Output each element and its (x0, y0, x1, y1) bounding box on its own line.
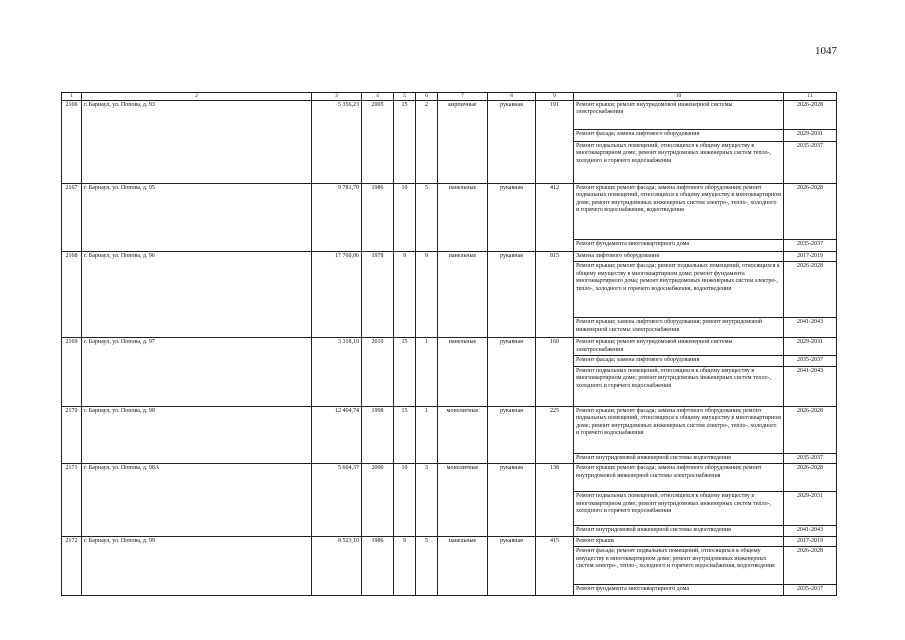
entrances-cell: 3 (416, 464, 438, 537)
chute-cell: рукавная (488, 464, 536, 537)
period-cell: 2041-2043 (784, 318, 837, 338)
floors-cell: 15 (394, 100, 416, 183)
page-number: 1047 (815, 45, 837, 57)
row-number: 2172 (62, 536, 82, 595)
table-row (62, 251, 837, 262)
area-cell: 5 664,37 (312, 464, 362, 537)
works-cell: Ремонт фундамента многоквартирного дома (574, 239, 784, 251)
entrances-cell: 5 (416, 536, 438, 595)
year-cell: 2000 (362, 464, 394, 537)
period-cell: 2035-2037 (784, 141, 837, 183)
walls-cell: монолитные (438, 464, 488, 537)
row-number: 2168 (62, 251, 82, 338)
row-number: 2167 (62, 183, 82, 251)
period-cell: 2035-2037 (784, 453, 837, 464)
area-cell: 12 404,74 (312, 406, 362, 464)
works-cell: Ремонт фасада; замена лифтового оборудования (574, 129, 784, 141)
floors-cell: 15 (394, 338, 416, 407)
works-cell: Ремонт подвальных помещений, относящихся к общему имуществу в многоквартирном доме; ремонт внутридомовых инженерных систем тепло-, холодного и горячего водоснабжения (574, 141, 784, 183)
period-cell: 2035-2037 (784, 585, 837, 596)
period-cell: 2017-2019 (784, 251, 837, 262)
floors-cell: 15 (394, 406, 416, 464)
works-cell: Ремонт крыши; ремонт внутридомовой инженерной системы электроснабжения (574, 338, 784, 356)
works-cell: Ремонт крыши; ремонт фасада; замена лифтового оборудования; ремонт подвальных помещений, относящихся к общему имуществу в многоквартирном доме; ремонт внутридомовых инженерных систем электро-, тепло-, холодного и горячего водоснабжения (574, 406, 784, 453)
year-cell: 1978 (362, 251, 394, 338)
walls-cell: монолитные (438, 406, 488, 464)
works-cell: Ремонт подвальных помещений, относящихся к общему имуществу в многоквартирном доме; ремонт внутридомовых инженерных систем тепло-, холодного и горячего водоснабжения (574, 492, 784, 526)
works-cell: Ремонт крыши; ремонт внутридомовой инженерной системы электроснабжения (574, 100, 784, 129)
residents-cell: 412 (536, 183, 574, 251)
column-header: 10 (574, 93, 784, 101)
period-cell: 2035-2037 (784, 356, 837, 367)
period-cell: 2041-2043 (784, 366, 837, 406)
period-cell: 2026-2028 (784, 406, 837, 453)
entrances-cell: 5 (416, 183, 438, 251)
floors-cell: 9 (394, 251, 416, 338)
residents-cell: 225 (536, 406, 574, 464)
address-cell: г. Барнаул, ул. Попова, д. 96 (82, 251, 312, 338)
period-cell: 2029-2031 (784, 492, 837, 526)
table-row (62, 406, 837, 453)
address-cell: г. Барнаул, ул. Попова, д. 99 (82, 536, 312, 595)
year-cell: 1998 (362, 406, 394, 464)
column-header: 5 (394, 93, 416, 101)
address-cell: г. Барнаул, ул. Попова, д. 98 (82, 406, 312, 464)
chute-cell: рукавная (488, 536, 536, 595)
column-header: 6 (416, 93, 438, 101)
column-header: 2 (82, 93, 312, 101)
table-row (62, 100, 837, 129)
registry-table (61, 92, 837, 596)
works-cell: Ремонт фундамента многоквартирного дома (574, 585, 784, 596)
table-row (62, 183, 837, 239)
table-row (62, 536, 837, 547)
address-cell: г. Барнаул, ул. Попова, д. 97 (82, 338, 312, 407)
column-header: 11 (784, 93, 837, 101)
works-cell: Ремонт крыши; ремонт фасада; ремонт подвальных помещений, относящихся к общему имуществу в многоквартирном доме; ремонт фундамента многоквартирного дома; ремонт внутридомовых инженерных систем электро-, тепло-, холодного и горячего водоснабжения, водоотведения (574, 262, 784, 318)
floors-cell: 10 (394, 464, 416, 537)
works-cell: Ремонт фасада; замена лифтового оборудования (574, 356, 784, 367)
column-header: 3 (312, 93, 362, 101)
works-cell: Замена лифтового оборудования (574, 251, 784, 262)
chute-cell: рукавная (488, 251, 536, 338)
year-cell: 2005 (362, 100, 394, 183)
entrances-cell: 1 (416, 338, 438, 407)
residents-cell: 415 (536, 536, 574, 595)
works-cell: Ремонт крыши; замена лифтового оборудования; ремонт внутридомовой инженерной системы электроснабжения (574, 318, 784, 338)
period-cell: 2029-2031 (784, 129, 837, 141)
period-cell: 2029-2031 (784, 338, 837, 356)
chute-cell: рукавная (488, 100, 536, 183)
works-cell: Ремонт крыши (574, 536, 784, 547)
works-cell: Ремонт подвальных помещений, относящихся к общему имуществу в многоквартирном доме; ремонт внутридомовых инженерных систем тепло-, холодного и горячего водоснабжения (574, 366, 784, 406)
floors-cell: 9 (394, 536, 416, 595)
column-header: 9 (536, 93, 574, 101)
walls-cell: панельные (438, 251, 488, 338)
table-row (62, 464, 837, 492)
address-cell: г. Барнаул, ул. Попова, д. 98А (82, 464, 312, 537)
year-cell: 1986 (362, 183, 394, 251)
area-cell: 9 781,70 (312, 183, 362, 251)
column-header: 4 (362, 93, 394, 101)
registry-body (62, 100, 837, 595)
row-number: 2170 (62, 406, 82, 464)
address-cell: г. Барнаул, ул. Попова, д. 93 (82, 100, 312, 183)
period-cell: 2041-2043 (784, 526, 837, 537)
period-cell: 2026-2028 (784, 100, 837, 129)
address-cell: г. Барнаул, ул. Попова, д. 95 (82, 183, 312, 251)
entrances-cell: 1 (416, 406, 438, 464)
period-cell: 2026-2028 (784, 262, 837, 318)
walls-cell: панельные (438, 536, 488, 595)
period-cell: 2035-2037 (784, 239, 837, 251)
works-cell: Ремонт внутридомовой инженерной системы водоотведения (574, 526, 784, 537)
chute-cell: рукавная (488, 183, 536, 251)
walls-cell: панельные (438, 183, 488, 251)
walls-cell: кирпичные (438, 100, 488, 183)
entrances-cell: 2 (416, 100, 438, 183)
period-cell: 2026-2028 (784, 464, 837, 492)
row-number: 2169 (62, 338, 82, 407)
residents-cell: 160 (536, 338, 574, 407)
area-cell: 8 523,10 (312, 536, 362, 595)
walls-cell: панельные (438, 338, 488, 407)
works-cell: Ремонт внутридомовой инженерной системы водоотведения (574, 453, 784, 464)
year-cell: 2010 (362, 338, 394, 407)
area-cell: 17 760,06 (312, 251, 362, 338)
residents-cell: 815 (536, 251, 574, 338)
entrances-cell: 9 (416, 251, 438, 338)
column-header: 1 (62, 93, 82, 101)
floors-cell: 10 (394, 183, 416, 251)
chute-cell: рукавная (488, 406, 536, 464)
residents-cell: 191 (536, 100, 574, 183)
period-cell: 2026-2028 (784, 547, 837, 585)
row-number: 2171 (62, 464, 82, 537)
works-cell: Ремонт крыши; ремонт фасада; замена лифтового оборудования; ремонт подвальных помещений, относящихся к общему имуществу в многоквартирном доме; ремонт внутридомовых инженерных систем электро-, тепло-, холодного и горячего водоснабжения, водоотведения (574, 183, 784, 239)
period-cell: 2017-2019 (784, 536, 837, 547)
area-cell: 3 318,10 (312, 338, 362, 407)
residents-cell: 138 (536, 464, 574, 537)
area-cell: 5 356,23 (312, 100, 362, 183)
period-cell: 2026-2028 (784, 183, 837, 239)
row-number: 2166 (62, 100, 82, 183)
column-number-row (62, 93, 837, 101)
table-row (62, 338, 837, 356)
chute-cell: рукавная (488, 338, 536, 407)
column-header: 7 (438, 93, 488, 101)
year-cell: 1986 (362, 536, 394, 595)
works-cell: Ремонт крыши; ремонт фасада; замена лифтового оборудования; ремонт внутридомовой инженерной системы электроснабжения (574, 464, 784, 492)
works-cell: Ремонт фасада; ремонт подвальных помещений, относящихся к общему имуществу в многоквартирном доме; ремонт внутридомовых инженерных систем электро-, тепло-, холодного и горячего водоснабжения, водоотведения (574, 547, 784, 585)
column-header: 8 (488, 93, 536, 101)
